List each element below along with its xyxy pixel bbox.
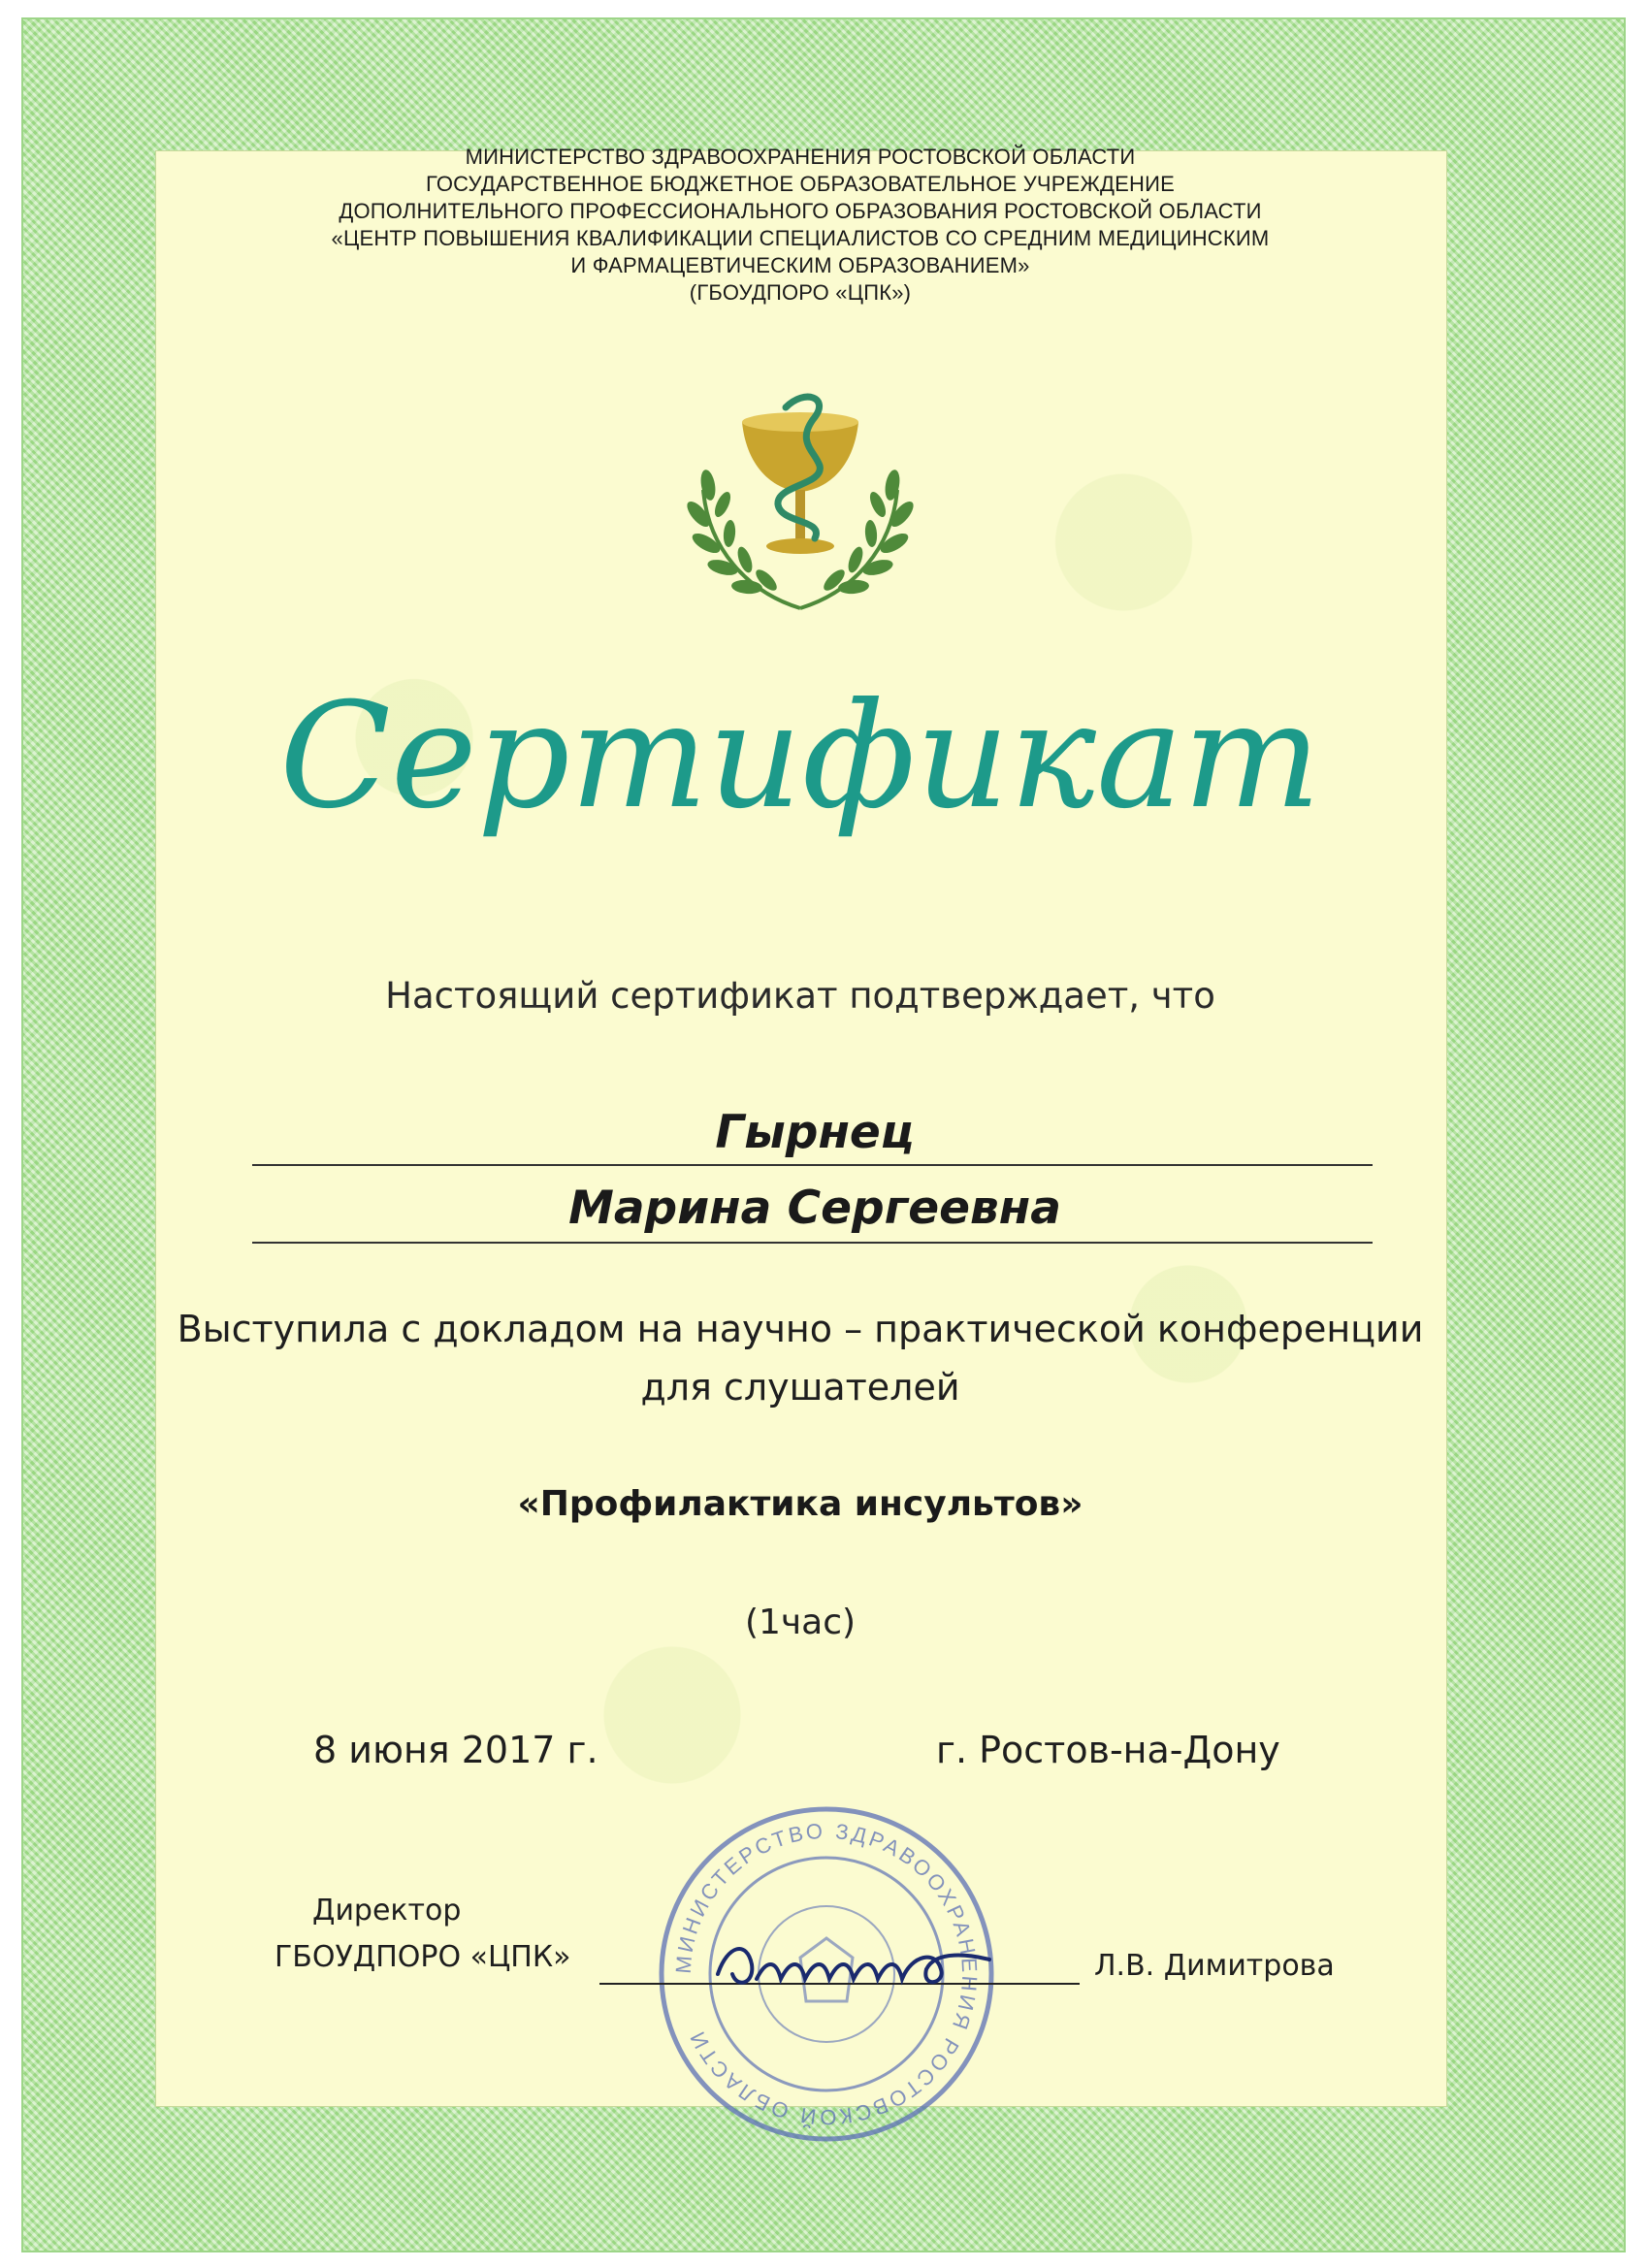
org-line: ГОСУДАРСТВЕННОЕ БЮДЖЕТНОЕ ОБРАЗОВАТЕЛЬНОЕ УЧРЕЖДЕНИЕ <box>425 172 1175 196</box>
org-line: (ГБОУДПОРО «ЦПК») <box>689 280 912 305</box>
recipient-surname: Гырнец <box>715 1106 915 1159</box>
handwritten-signature <box>698 1926 1009 2003</box>
statement-line: Выступила с докладом на научно – практической конференции <box>177 1308 1424 1350</box>
signatory-name: Л.В. Димитрова <box>1094 1949 1335 1983</box>
issue-city: г. Ростов-на-Дону <box>936 1729 1280 1771</box>
issue-date: 8 июня 2017 г. <box>313 1729 598 1771</box>
seal-text: МИНИСТЕРСТВО ЗДРАВООХРАНЕНИЯ РОСТОВСКОЙ ОБЛАСТИ <box>670 1818 983 2130</box>
signatory-role: Директор <box>312 1894 462 1928</box>
bowl-of-hygieia-laurel-icon <box>669 383 931 621</box>
certificate-title: Сертификат <box>279 672 1321 841</box>
confirmation-text: Настоящий сертификат подтверждает, что <box>385 975 1215 1017</box>
recipient-given-names: Марина Сергеевна <box>568 1182 1061 1235</box>
org-line: ДОПОЛНИТЕЛЬНОГО ПРОФЕССИОНАЛЬНОГО ОБРАЗОВАНИЯ РОСТОВСКОЙ ОБЛАСТИ <box>339 199 1262 223</box>
statement-line: для слушателей <box>640 1366 960 1409</box>
signatory-organization: ГБОУДПОРО «ЦПК» <box>275 1940 571 1974</box>
org-line: И ФАРМАЦЕВТИЧЕСКИМ ОБРАЗОВАНИЕМ» <box>570 253 1030 277</box>
name-underline <box>252 1164 1373 1166</box>
conference-topic: «Профилактика инсультов» <box>517 1484 1083 1524</box>
name-underline <box>252 1242 1373 1244</box>
org-line: МИНИСТЕРСТВО ЗДРАВООХРАНЕНИЯ РОСТОВСКОЙ ОБЛАСТИ <box>465 145 1136 169</box>
org-line: «ЦЕНТР ПОВЫШЕНИЯ КВАЛИФИКАЦИИ СПЕЦИАЛИСТОВ СО СРЕДНИМ МЕДИЦИНСКИМ <box>331 226 1270 250</box>
duration: (1час) <box>744 1603 857 1642</box>
organization-header <box>155 144 1445 307</box>
